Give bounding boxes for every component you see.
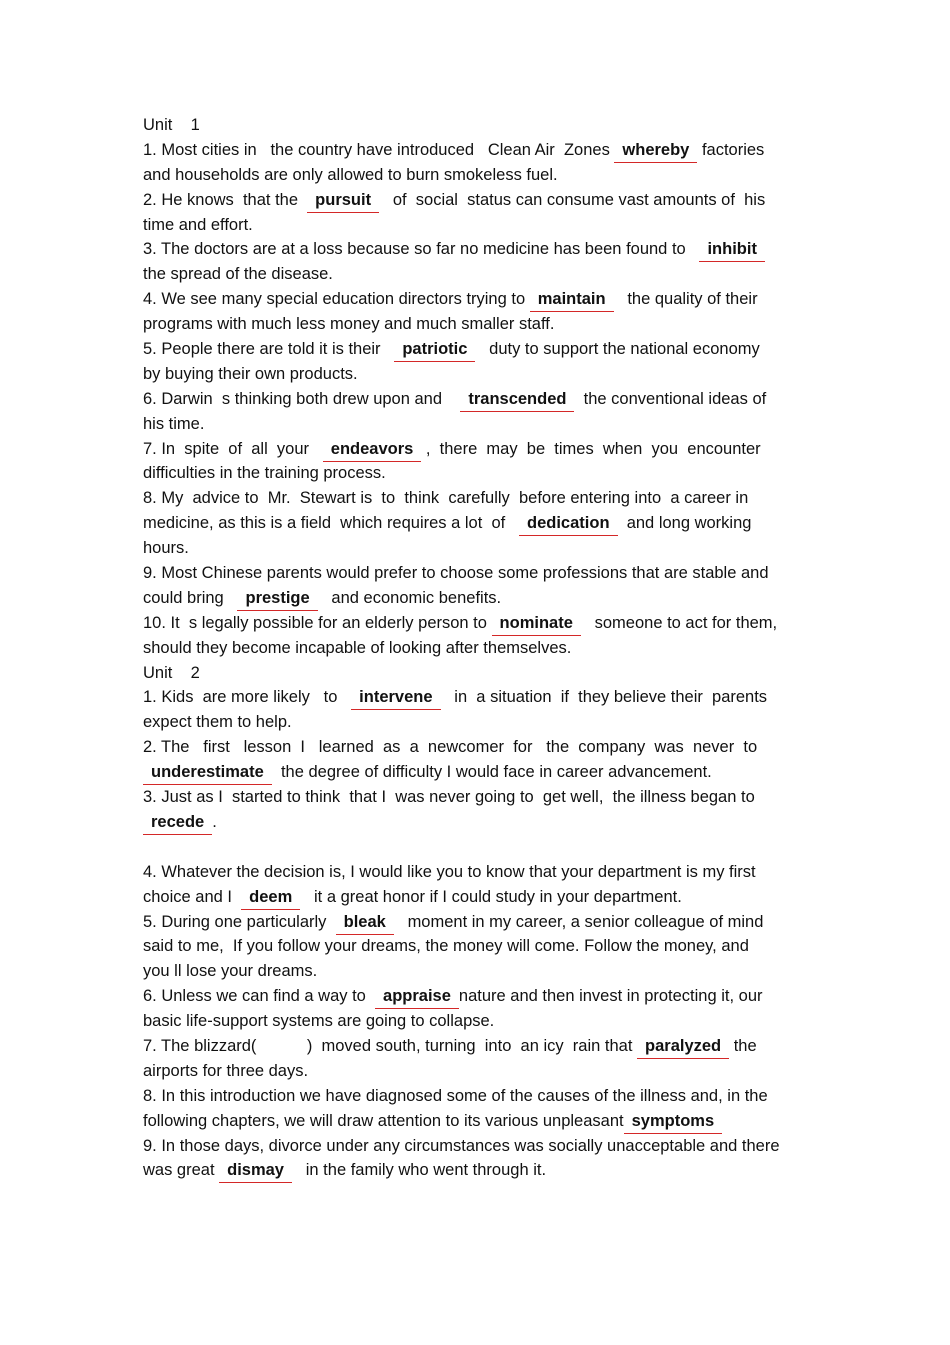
line-text: 8. My advice to Mr. Stewart is to think carefully before entering into a career in bbox=[143, 489, 749, 508]
line-text: hours. bbox=[143, 539, 189, 558]
text-line bbox=[143, 113, 863, 138]
text-line bbox=[143, 586, 863, 611]
line-text: time and effort. bbox=[143, 215, 253, 234]
line-text: following chapters, we will draw attention to its various unpleasant bbox=[143, 1111, 624, 1130]
answer-word: dismay bbox=[219, 1161, 292, 1183]
line-text: the spread of the disease. bbox=[143, 265, 333, 284]
text-line bbox=[143, 760, 863, 785]
text-line bbox=[143, 785, 863, 810]
text-line bbox=[143, 213, 863, 238]
text-line bbox=[143, 685, 863, 710]
line-text: you ll lose your dreams. bbox=[143, 962, 318, 981]
text-line bbox=[143, 362, 863, 387]
text-line bbox=[143, 810, 863, 835]
text-line bbox=[143, 636, 863, 661]
text-line bbox=[143, 561, 863, 586]
text-line bbox=[143, 437, 863, 462]
text-line bbox=[143, 984, 863, 1009]
line-text: 4. We see many special education directors trying to bbox=[143, 290, 530, 309]
line-text: the degree of difficulty I would face in career advancement. bbox=[271, 763, 712, 782]
line-text: and households are only allowed to burn smokeless fuel. bbox=[143, 165, 558, 184]
line-text: 2. He knows that the bbox=[143, 190, 308, 209]
line-text: by buying their own products. bbox=[143, 364, 358, 383]
line-text: 8. In this introduction we have diagnosed some of the causes of the illness and, in the bbox=[143, 1086, 768, 1105]
line-text: basic life-support systems are going to collapse. bbox=[143, 1012, 495, 1031]
answer-word: whereby bbox=[614, 141, 697, 163]
line-text: duty to support the national economy bbox=[475, 340, 760, 359]
text-line bbox=[143, 1009, 863, 1034]
text-line bbox=[143, 287, 863, 312]
text-line bbox=[143, 1134, 863, 1159]
line-text: . bbox=[212, 812, 217, 831]
text-line bbox=[143, 163, 863, 188]
line-text: 3. Just as I started to think that I was never going to get well, the illness began to bbox=[143, 788, 755, 807]
line-text: 9. In those days, divorce under any circumstances was socially unacceptable and there bbox=[143, 1136, 780, 1155]
text-line bbox=[143, 262, 863, 287]
line-text: 4. Whatever the decision is, I would like you to know that your department is my first bbox=[143, 862, 756, 881]
line-text: his time. bbox=[143, 414, 205, 433]
text-line bbox=[143, 934, 863, 959]
line-text: the conventional ideas of bbox=[574, 389, 767, 408]
line-text: nature and then invest in protecting it, our bbox=[458, 987, 763, 1006]
line-text: 5. During one particularly bbox=[143, 912, 336, 931]
text-line bbox=[143, 387, 863, 412]
line-text: programs with much less money and much smaller staff. bbox=[143, 315, 555, 334]
line-text: Unit 1 bbox=[143, 116, 200, 134]
line-text: could bring bbox=[143, 588, 238, 607]
line-text: 2. The first lesson I learned as a newcomer for the company was never to bbox=[143, 738, 758, 757]
text-line bbox=[143, 885, 863, 910]
text-line bbox=[143, 1158, 863, 1183]
line-text: was great bbox=[143, 1161, 220, 1180]
line-text: expect them to help. bbox=[143, 713, 292, 732]
answer-word: endeavors bbox=[323, 440, 422, 462]
line-text: 7. The blizzard( ) moved south, turning into an icy rain that bbox=[143, 1036, 638, 1055]
line-text: the bbox=[729, 1036, 757, 1055]
text-line bbox=[143, 735, 863, 760]
line-text: , there may be times when you encounter bbox=[421, 439, 761, 458]
answer-word: nominate bbox=[492, 614, 581, 636]
line-text: in a situation if they believe their parents bbox=[440, 688, 768, 707]
text-line bbox=[143, 138, 863, 163]
answer-word: maintain bbox=[530, 290, 614, 312]
line-text: choice and I bbox=[143, 887, 242, 906]
answer-word: bleak bbox=[336, 913, 394, 935]
answer-word: inhibit bbox=[699, 240, 764, 262]
text-line bbox=[143, 412, 863, 437]
line-text: should they become incapable of looking after themselves. bbox=[143, 638, 572, 657]
text-line bbox=[143, 1084, 863, 1109]
answer-word: recede bbox=[143, 813, 212, 835]
line-text: factories bbox=[697, 140, 765, 159]
line-text: and long working bbox=[617, 514, 752, 533]
answer-word: dedication bbox=[519, 514, 618, 536]
line-text: 7. In spite of all your bbox=[143, 439, 323, 458]
text-line bbox=[143, 337, 863, 362]
line-text: Unit 2 bbox=[143, 663, 200, 682]
text-line bbox=[143, 860, 863, 885]
line-text: 9. Most Chinese parents would prefer to choose some professions that are stable and bbox=[143, 564, 769, 583]
text-line bbox=[143, 1034, 863, 1059]
line-text: 10. It s legally possible for an elderly person to bbox=[143, 613, 492, 632]
text-line bbox=[143, 1109, 863, 1134]
text-line bbox=[143, 536, 863, 561]
text-line bbox=[143, 188, 863, 213]
document-body bbox=[143, 113, 863, 1183]
answer-word: symptoms bbox=[624, 1112, 723, 1134]
line-text: 3. The doctors are at a loss because so far no medicine has been found to bbox=[143, 240, 700, 259]
line-text: and economic benefits. bbox=[317, 588, 502, 607]
text-line bbox=[143, 1059, 863, 1084]
answer-word: pursuit bbox=[307, 191, 379, 213]
answer-word: prestige bbox=[237, 589, 317, 611]
line-text: 6. Unless we can find a way to bbox=[143, 987, 376, 1006]
answer-word: patriotic bbox=[394, 340, 475, 362]
answer-word: deem bbox=[241, 888, 300, 910]
text-line bbox=[143, 959, 863, 984]
line-text: 6. Darwin s thinking both drew upon and bbox=[143, 389, 461, 408]
line-text: 1. Kids are more likely to bbox=[143, 688, 352, 707]
line-text: airports for three days. bbox=[143, 1061, 309, 1080]
line-text: of social status can consume vast amounts of his bbox=[379, 190, 766, 209]
line-text: the quality of their bbox=[613, 290, 758, 309]
text-line bbox=[143, 511, 863, 536]
blank-line bbox=[143, 835, 863, 860]
line-text: difficulties in the training process. bbox=[143, 464, 386, 483]
answer-word: intervene bbox=[351, 688, 440, 710]
line-text: someone to act for them, bbox=[580, 613, 778, 632]
line-text: 1. Most cities in the country have introduced Clean Air Zones bbox=[143, 140, 615, 159]
answer-word: transcended bbox=[460, 390, 574, 412]
answer-word: underestimate bbox=[143, 763, 272, 785]
text-line bbox=[143, 312, 863, 337]
answer-word: paralyzed bbox=[637, 1037, 729, 1059]
line-text: moment in my career, a senior colleague of mind bbox=[393, 912, 764, 931]
text-line bbox=[143, 611, 863, 636]
text-line bbox=[143, 461, 863, 486]
line-text: said to me, If you follow your dreams, the money will come. Follow the money, and bbox=[143, 937, 749, 956]
answer-word: appraise bbox=[375, 987, 459, 1009]
text-line bbox=[143, 710, 863, 735]
text-line bbox=[143, 910, 863, 935]
line-text: medicine, as this is a field which requires a lot of bbox=[143, 514, 520, 533]
text-line bbox=[143, 237, 863, 262]
text-line bbox=[143, 486, 863, 511]
line-text: in the family who went through it. bbox=[292, 1161, 547, 1180]
line-text: it a great honor if I could study in your department. bbox=[300, 887, 682, 906]
line-text: 5. People there are told it is their bbox=[143, 340, 395, 359]
text-line bbox=[143, 661, 863, 686]
